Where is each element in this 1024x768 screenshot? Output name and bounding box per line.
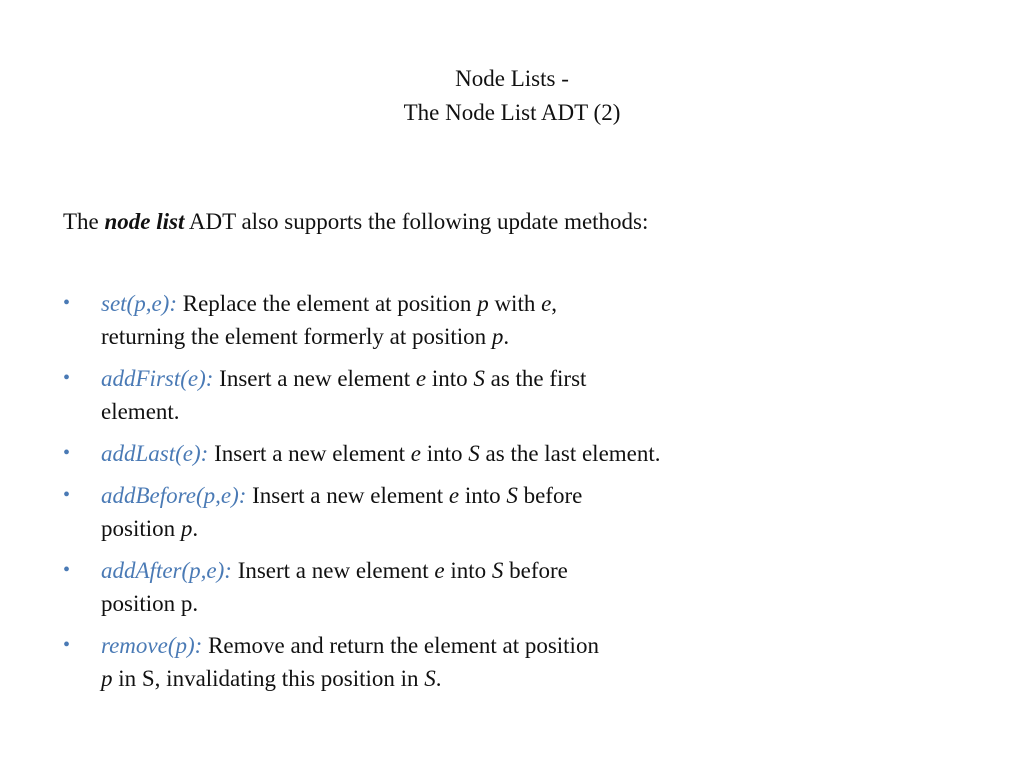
- method-desc: Replace the element at position: [177, 291, 478, 316]
- method-desc: position: [101, 516, 181, 541]
- method-desc: returning the element formerly at position: [101, 324, 492, 349]
- method-desc: before: [503, 558, 568, 583]
- method-desc: in S, invalidating this position in: [112, 666, 425, 691]
- var: S: [473, 366, 485, 391]
- method-desc: Insert a new element: [213, 366, 416, 391]
- method-desc: before: [517, 483, 583, 508]
- bullet-dot: •: [63, 292, 71, 314]
- method-desc: Insert a new element: [246, 483, 449, 508]
- method-name: addFirst(e):: [101, 366, 214, 391]
- method-desc: with: [488, 291, 542, 316]
- method-name: addLast(e):: [101, 441, 209, 466]
- slide-title-line-1: Node Lists -: [455, 66, 569, 91]
- intro-after: ADT also supports the following update methods:: [184, 209, 649, 234]
- var: e: [434, 558, 445, 583]
- method-desc: Remove and return the element at position: [202, 633, 599, 658]
- list-item-addlast: [63, 437, 963, 470]
- method-name: addBefore(p,e):: [101, 483, 247, 508]
- var: e: [541, 291, 552, 316]
- slide-title-line-2: The Node List ADT (2): [403, 100, 621, 125]
- method-desc: as the first: [484, 366, 587, 391]
- slide-title: [0, 62, 1024, 130]
- method-name: set(p,e):: [101, 291, 177, 316]
- list-item-addfirst: [63, 362, 963, 428]
- method-desc: into: [426, 366, 474, 391]
- bullet-dot: •: [63, 367, 71, 389]
- method-name: addAfter(p,e):: [101, 558, 232, 583]
- method-desc: into: [444, 558, 492, 583]
- var: S: [506, 483, 518, 508]
- var: p: [180, 516, 193, 541]
- intro-text: [63, 206, 648, 238]
- list-item-set: [63, 287, 963, 353]
- method-desc: Insert a new element: [208, 441, 411, 466]
- method-list: [63, 287, 963, 704]
- method-desc: into: [421, 441, 469, 466]
- method-desc: .: [435, 666, 442, 691]
- var: e: [448, 483, 460, 508]
- list-item-addbefore: [63, 479, 963, 545]
- method-desc: element.: [101, 399, 180, 424]
- method-name: remove(p):: [101, 633, 203, 658]
- var: e: [415, 366, 427, 391]
- bullet-dot: •: [63, 484, 71, 506]
- list-item-remove: [63, 629, 963, 695]
- var: e: [410, 441, 421, 466]
- method-desc: into: [459, 483, 507, 508]
- var: S: [491, 558, 504, 583]
- method-desc: ,: [551, 291, 558, 316]
- bullet-dot: •: [63, 442, 71, 464]
- var: S: [468, 441, 480, 466]
- bullet-dot: •: [63, 634, 71, 656]
- var: p: [477, 291, 489, 316]
- method-desc: .: [192, 516, 199, 541]
- method-desc: position p.: [101, 591, 199, 616]
- list-item-addafter: [63, 554, 963, 620]
- intro-emphasis: node list: [104, 209, 185, 234]
- intro-before: The: [63, 209, 105, 234]
- var: p: [491, 324, 504, 349]
- method-desc: .: [503, 324, 510, 349]
- method-desc: Insert a new element: [231, 558, 435, 583]
- bullet-dot: •: [63, 559, 71, 581]
- method-desc: as the last element.: [479, 441, 661, 466]
- var: S: [424, 666, 436, 691]
- var: p: [101, 666, 113, 691]
